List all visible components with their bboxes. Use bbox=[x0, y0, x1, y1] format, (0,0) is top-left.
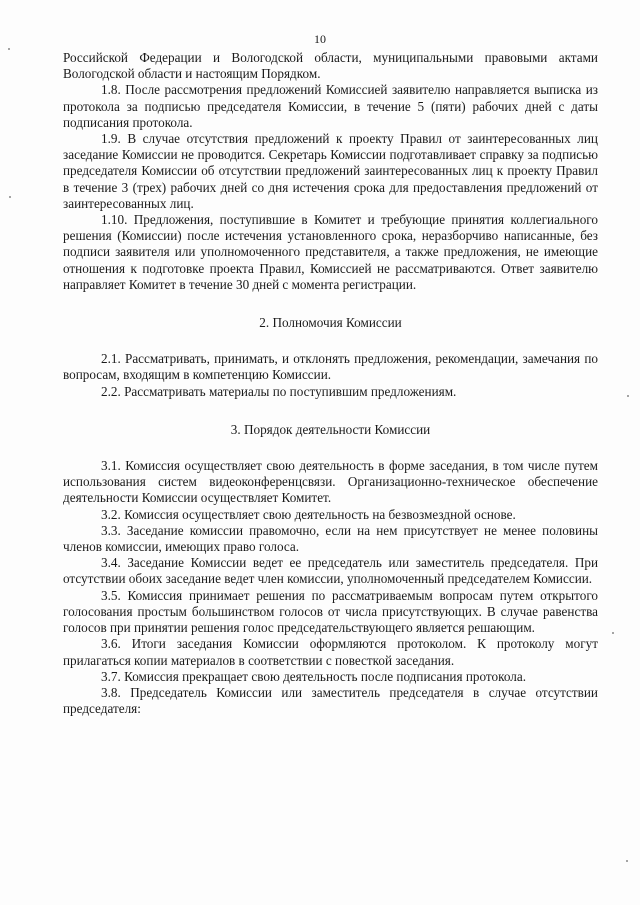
paragraph-3-7: 3.7. Комиссия прекращает свою деятельность после подписания протокола. bbox=[101, 668, 526, 684]
paragraph-2-2: 2.2. Рассматривать материалы по поступившим предложениям. bbox=[101, 383, 457, 399]
paragraph-1-10: 1.10. Предложения, поступившие в Комитет и требующие принятия коллегиального решения (Комиссии) после истечения установленного срока, неразборчиво написанные, без подписи заявителя или уполномоченного представителя, а также предложения, не имеющие отношения к подготовке проекта Правил, Комиссией не рассматриваются. Ответ заявителю направляет Комитет в течение 30 дней с момента регистрации. bbox=[63, 212, 598, 292]
spacer bbox=[63, 293, 598, 315]
paragraph-1-9: 1.9. В случае отсутствия предложений к проекту Правил от заинтересованных лиц заседание Комиссии не проводится. Секретарь Комиссии подготавливает справку за подписью председателя Комиссии об отсутствии предложений заинтересованных лиц к проекту Правил в течение 3 (трех) рабочих дней со дня истечения срока для предоставления предложений от заинтересованных лиц. bbox=[63, 131, 598, 211]
scan-speck bbox=[612, 632, 614, 634]
scan-speck bbox=[627, 395, 629, 397]
spacer bbox=[63, 331, 598, 351]
paragraph-3-5: 3.5. Комиссия принимает решения по рассматриваемым вопросам путем открытого голосования простым большинством голосов от числа присутствующих. В случае равенства голосов при принятии решения голос председательствующего является решающим. bbox=[63, 587, 598, 636]
paragraph-3-3: 3.3. Заседание комиссии правомочно, если на нем присутствует не менее половины членов комиссии, имеющих право голоса. bbox=[63, 522, 598, 555]
scan-speck bbox=[626, 860, 628, 862]
paragraph-continuation: Российской Федерации и Вологодской области, муниципальными правовыми актами Вологодской области и настоящим Порядком. bbox=[63, 50, 598, 82]
paragraph-3-2: 3.2. Комиссия осуществляет свою деятельность на безвозмездной основе. bbox=[101, 506, 516, 522]
paragraph-3-8: 3.8. Председатель Комиссии или заместитель председателя в случае отсутствии председателя: bbox=[63, 684, 598, 717]
paragraph-3-4: 3.4. Заседание Комиссии ведет ее председатель или заместитель председателя. При отсутствии обоих заседание ведет член комиссии, уполномоченный председателем Комиссии. bbox=[63, 555, 598, 587]
page-number: 10 bbox=[314, 32, 326, 46]
paragraph-3-6: 3.6. Итоги заседания Комиссии оформляются протоколом. К протоколу могут прилагаться копии материалов в соответствии с повесткой заседания. bbox=[63, 636, 598, 668]
paragraph-2-1: 2.1. Рассматривать, принимать, и отклонять предложения, рекомендации, замечания по вопросам, входящим в компетенцию Комиссии. bbox=[63, 351, 598, 383]
section-3-heading: 3. Порядок деятельности Комиссии bbox=[230, 421, 431, 437]
spacer bbox=[63, 400, 598, 422]
paragraph-3-1: 3.1. Комиссия осуществляет свою деятельность в форме заседания, в том числе путем использования систем видеоконференцсвязи. Организационно-техническое обеспечение деятельности Комиссии осуществляет Комитет. bbox=[63, 458, 598, 506]
scan-speck bbox=[8, 48, 10, 50]
scan-speck bbox=[9, 196, 11, 198]
document-body bbox=[63, 50, 598, 717]
paragraph-1-8: 1.8. После рассмотрения предложений Комиссией заявителю направляется выписка из протокола за подписью председателя Комиссии, в течение 5 (пяти) рабочих дней с даты подписания протокола. bbox=[63, 82, 598, 130]
section-2-heading: 2. Полномочия Комиссии bbox=[259, 315, 402, 331]
spacer bbox=[63, 438, 598, 458]
